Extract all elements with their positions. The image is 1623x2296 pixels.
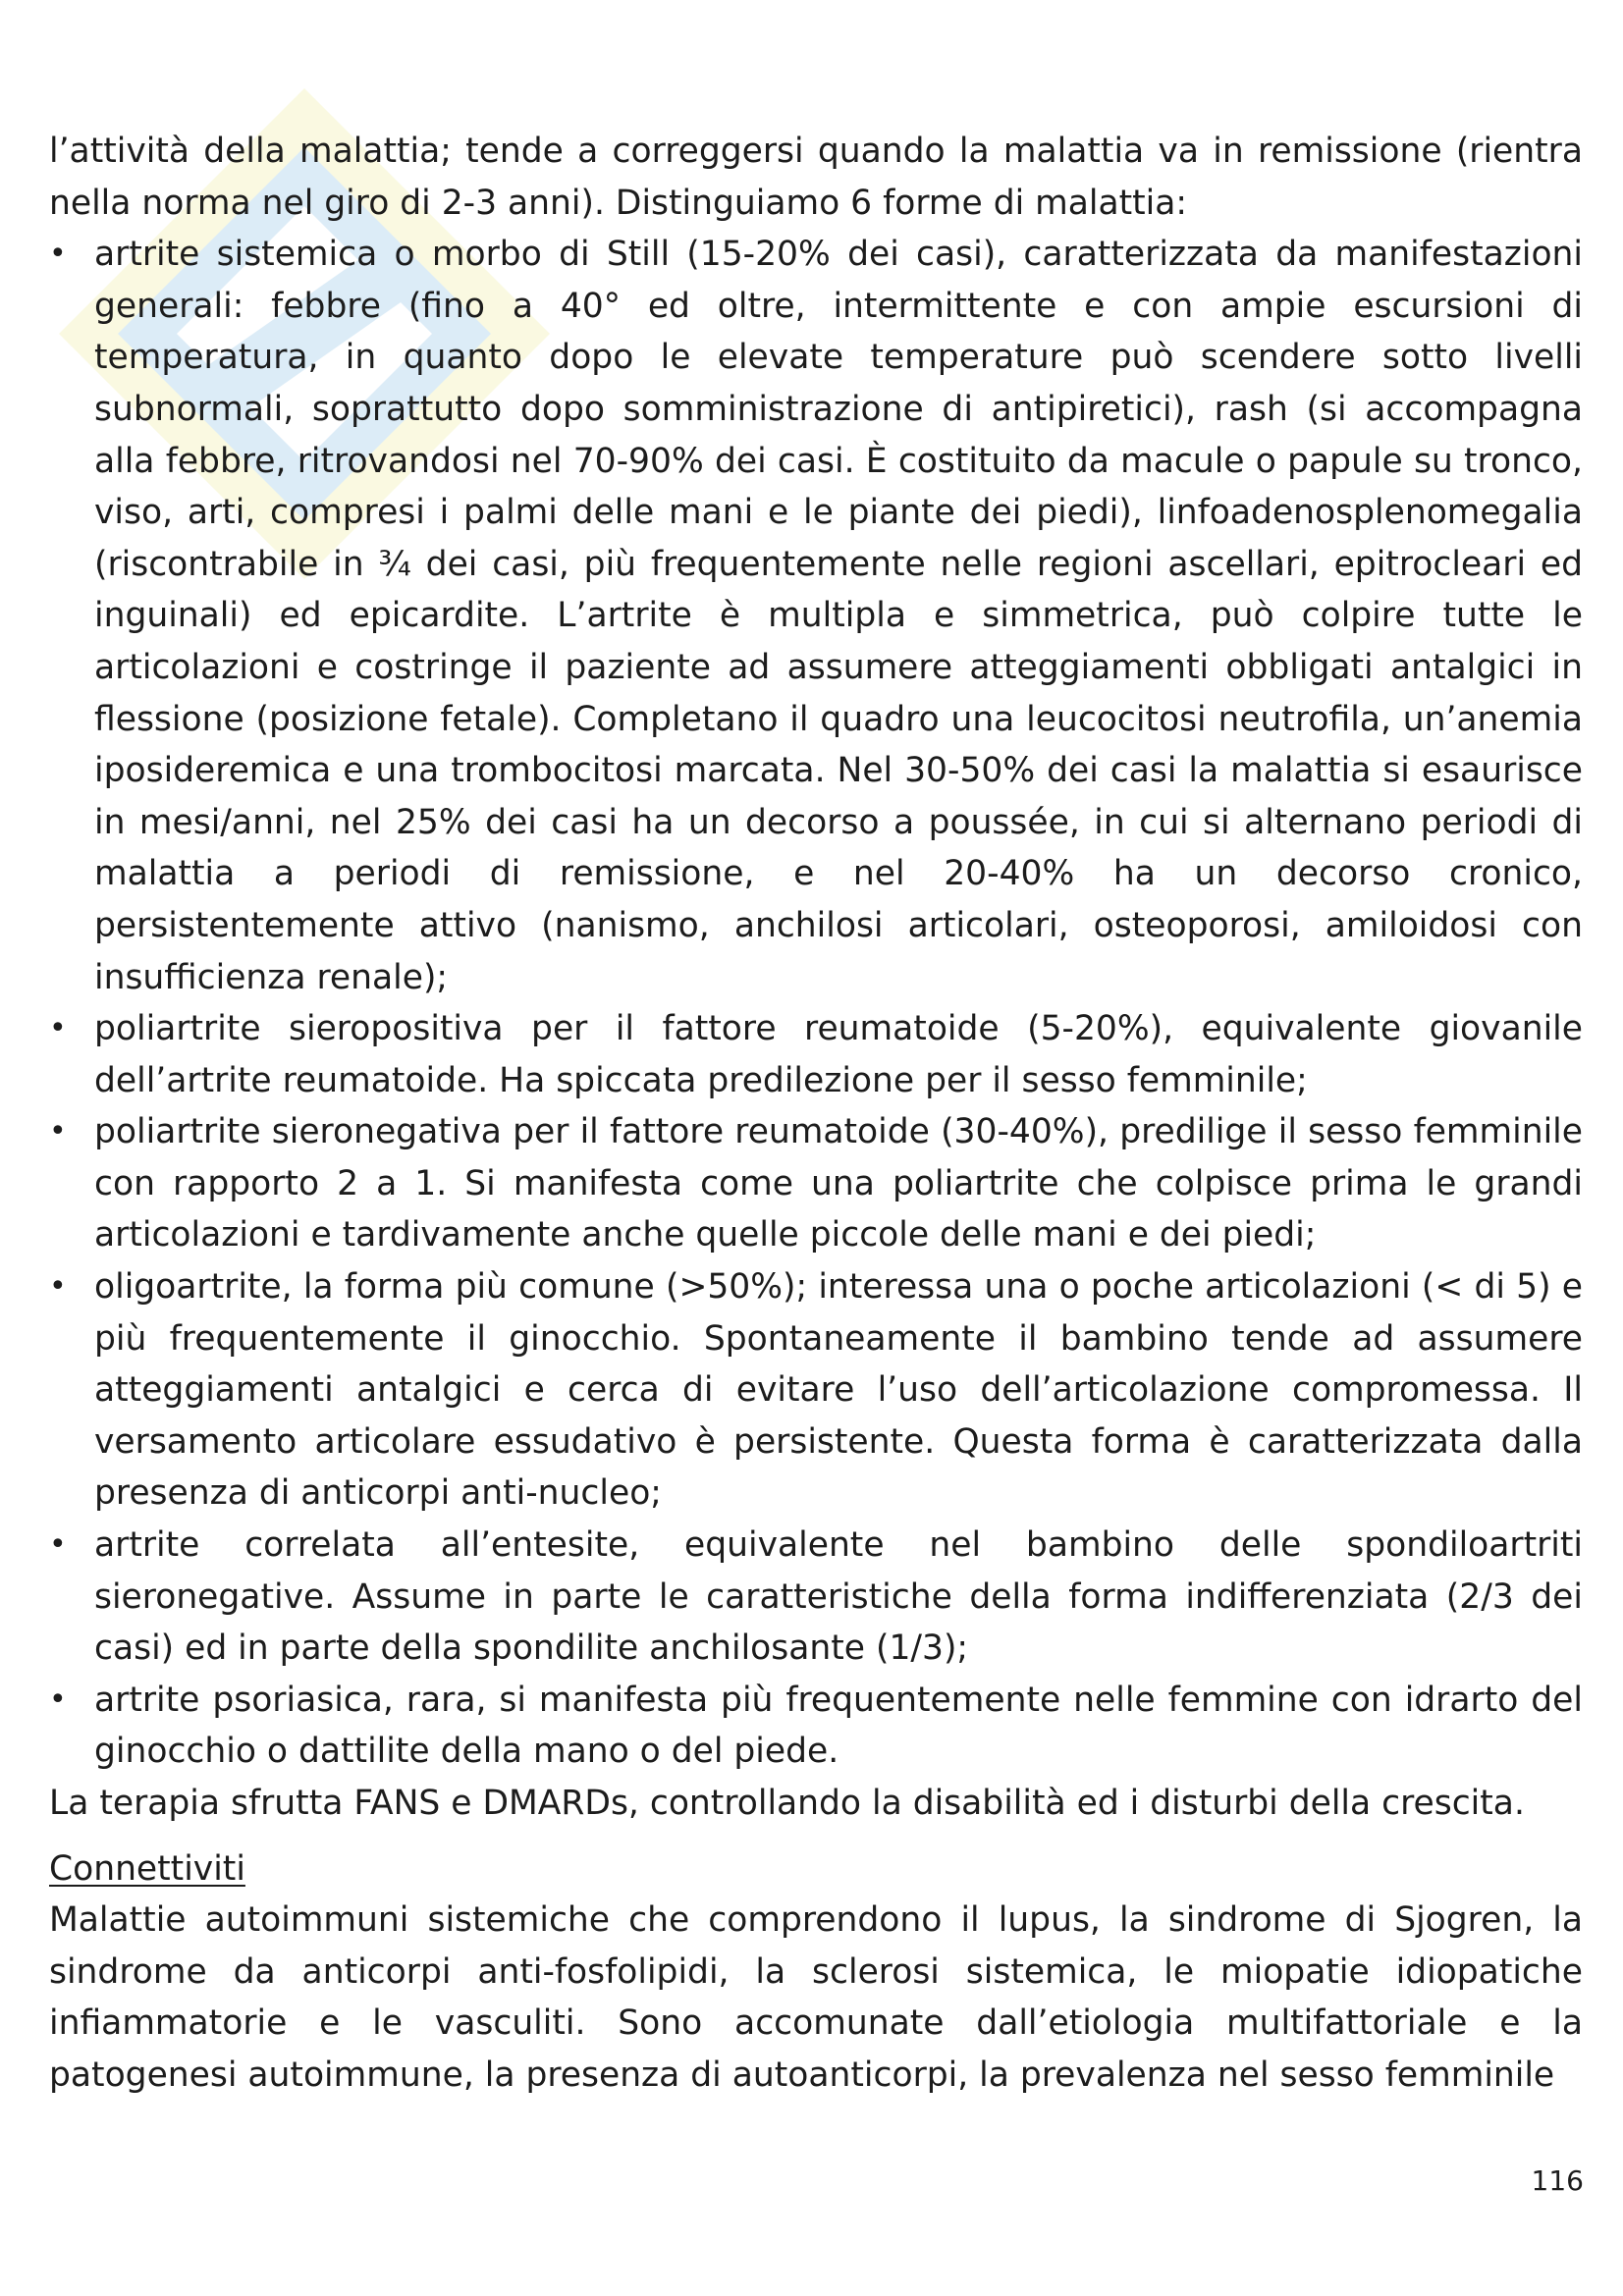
list-item (49, 1520, 1583, 1675)
bullet-icon: • (49, 1269, 67, 1305)
list-item (49, 1003, 1583, 1106)
list-item (49, 1675, 1583, 1778)
list-item (49, 1261, 1583, 1520)
list-item-text: artrite correlata all’entesite, equivalente nel bambino delle spondiloartriti sieronegative. Assume in parte le caratteristiche della forma indifferenziata (2/3 dei casi) ed in parte della spondilite anchilosante (1/3); (94, 1525, 1583, 1669)
list-item-text: artrite sistemica o morbo di Still (15-20% dei casi), caratterizzata da manifestazioni generali: febbre (fino a 40° ed oltre, intermittente e con ampie escursioni di temperatura, in quanto dopo le elevate temperature può scendere sotto livelli subnormali, soprattutto dopo somministrazione di antipiretici), rash (si accompagna alla febbre, ritrovandosi nel 70-90% dei casi. È costituito da macule o papule su tronco, viso, arti, compresi i palmi delle mani e le piante dei piedi), linfoadenosplenomegalia (riscontrabile in ¾ dei casi, più frequentemente nelle regioni ascellari, epitrocleari ed inguinali) ed epicardite. L’artrite è multipla e simmetrica, può colpire tutte le articolazioni e costringe il paziente ad assumere atteggiamenti obbligati antalgici in flessione (posizione fetale). Completano il quadro una leucocitosi neutrofila, un’anemia iposideremica e una trombocitosi marcata. Nel 30-50% dei casi la malattia si esaurisce in mesi/anni, nel 25% dei casi ha un decorso a poussée, in cui si alternano periodi di malattia a periodi di remissione, e nel 20-40% ha un decorso cronico, persistentemente attivo (nanismo, anchilosi articolari, osteoporosi, amiloidosi con insufficienza renale); (94, 235, 1583, 997)
list-item-text: poliartrite sieropositiva per il fattore reumatoide (5-20%), equivalente giovanile dell’artrite reumatoide. Ha spiccata predilezione per il sesso femminile; (94, 1009, 1583, 1100)
section-heading: Connettiviti (49, 1848, 245, 1889)
section-paragraph: Malattie autoimmuni sistemiche che comprendono il lupus, la sindrome di Sjogren, la sindrome da anticorpi anti-fosfolipidi, la sclerosi sistemica, le miopatie idiopatiche infiammatorie e le vasculiti. Sono accomunate dall’etiologia multifattoriale e la patogenesi autoimmune, la presenza di autoanticorpi, la prevalenza nel sesso femminile (49, 1900, 1583, 2095)
list-item-text: poliartrite sieronegativa per il fattore reumatoide (30-40%), predilige il sesso femminile con rapporto 2 a 1. Si manifesta come una poliartrite che colpisce prima le grandi articolazioni e tardivamente anche quelle piccole delle mani e dei piedi; (94, 1112, 1583, 1255)
bullet-icon: • (49, 1682, 67, 1717)
intro-paragraph: l’attività della malattia; tende a correggersi quando la malattia va in remissione (rientra nella norma nel giro di 2-3 anni). Distinguiamo 6 forme di malattia: (49, 132, 1583, 223)
list-item (49, 229, 1583, 1003)
list-item-text: oligoartrite, la forma più comune (>50%); interessa una o poche articolazioni (< di 5) e più frequentemente il ginocchio. Spontaneamente il bambino tende ad assumere atteggiamenti antalgici e cerca di evitare l’uso dell’articolazione compromessa. Il versamento articolare essudativo è persistente. Questa forma è caratterizzata dalla presenza di anticorpi anti-nucleo; (94, 1267, 1583, 1514)
bullet-icon: • (49, 1114, 67, 1149)
bullet-icon: • (49, 1011, 67, 1046)
list-item-text: artrite psoriasica, rara, si manifesta più frequentemente nelle femmine con idrarto del ginocchio o dattilite della mano o del piede. (94, 1680, 1583, 1772)
disease-forms-list (49, 229, 1583, 1778)
page-number: 116 (1531, 2164, 1584, 2197)
bullet-icon: • (49, 1527, 67, 1563)
therapy-paragraph: La terapia sfrutta FANS e DMARDs, controllando la disabilità ed i disturbi della crescita. (49, 1784, 1525, 1823)
page-body (49, 126, 1583, 2102)
list-item (49, 1106, 1583, 1261)
bullet-icon: • (49, 237, 67, 272)
